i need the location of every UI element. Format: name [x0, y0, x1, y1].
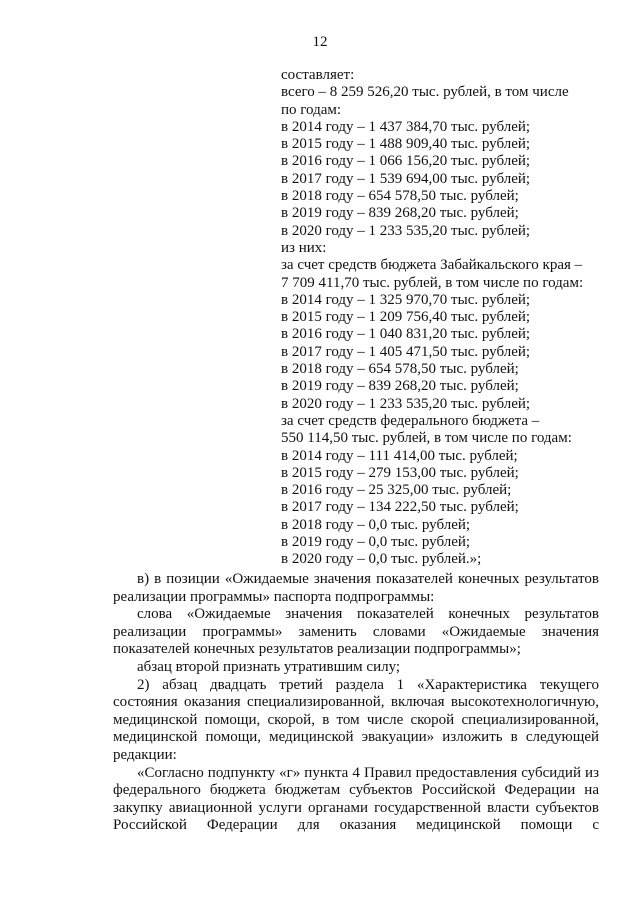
budget-line: в 2020 году – 1 233 535,20 тыс. рублей; — [281, 222, 531, 239]
budget-line: всего – 8 259 526,20 тыс. рублей, в том числе — [281, 84, 569, 101]
paragraph-second-abzats: абзац второй признать утратившим силу; — [137, 658, 401, 675]
budget-line: составляет: — [281, 67, 355, 83]
paragraph-quoted-text: «Согласно подпункту «г» пункта 4 Правил предоставления субсидий из федерального бюджета бюджетам субъектов Российской Федерации на закупку авиационной услуги органами государственной власти субъектов Российской Федерации для оказания медицинской помощи с — [113, 764, 599, 834]
budget-line: в 2016 году – 1 066 156,20 тыс. рублей; — [281, 153, 531, 170]
budget-line: в 2018 году – 654 578,50 тыс. рублей; — [281, 361, 519, 378]
budget-line: в 2019 году – 0,0 тыс. рублей; — [281, 534, 471, 551]
budget-breakdown — [281, 67, 601, 569]
budget-line: в 2015 году – 1 209 756,40 тыс. рублей; — [281, 309, 531, 326]
budget-line: в 2014 году – 111 414,00 тыс. рублей; — [281, 447, 518, 464]
budget-line: в 2018 году – 0,0 тыс. рублей; — [281, 516, 471, 533]
paragraph-words-replacement: слова «Ожидаемые значения показателей конечных результатов реализации программы» заменить словами «Ожидаемые значения показателей конечных результатов реализации подпрограммы»; — [113, 606, 599, 658]
budget-line: в 2015 году – 1 488 909,40 тыс. рублей; — [281, 136, 531, 153]
document-body — [113, 571, 599, 835]
budget-line: за счет средств бюджета Забайкальского края – — [281, 257, 583, 274]
budget-line: в 2014 году – 1 325 970,70 тыс. рублей; — [281, 291, 531, 308]
budget-line: в 2016 году – 25 325,00 тыс. рублей; — [281, 482, 512, 499]
budget-line: за счет средств федерального бюджета – — [281, 412, 540, 429]
page-number: 12 — [312, 34, 328, 50]
paragraph-position-v: в) в позиции «Ожидаемые значения показателей конечных результатов реализации программы» паспорта подпрограммы: — [113, 571, 599, 605]
budget-line: в 2015 году – 279 153,00 тыс. рублей; — [281, 464, 519, 481]
budget-line: в 2014 году – 1 437 384,70 тыс. рублей; — [281, 118, 531, 135]
budget-line: из них: — [281, 239, 327, 256]
budget-line: в 2019 году – 839 268,20 тыс. рублей; — [281, 205, 519, 222]
budget-line: 7 709 411,70 тыс. рублей, в том числе по годам: — [281, 274, 584, 291]
budget-line: в 2017 году – 1 539 694,00 тыс. рублей; — [281, 170, 531, 187]
budget-line: в 2020 году – 0,0 тыс. рублей.»; — [281, 551, 482, 568]
budget-line: по годам: — [281, 101, 342, 118]
budget-line: в 2016 году – 1 040 831,20 тыс. рублей; — [281, 326, 531, 343]
budget-line: в 2020 году – 1 233 535,20 тыс. рублей; — [281, 395, 531, 412]
paragraph-item-2: 2) абзац двадцать третий раздела 1 «Характеристика текущего состояния оказания специализированной, включая высокотехнологичную, медицинской помощи, скорой, в том числе скорой специализированной, медицинской помощи, медицинской эвакуации» изложить в следующей редакции: — [113, 676, 599, 763]
budget-line: в 2019 году – 839 268,20 тыс. рублей; — [281, 378, 519, 395]
budget-line: 550 114,50 тыс. рублей, в том числе по годам: — [281, 430, 572, 447]
budget-line: в 2017 году – 1 405 471,50 тыс. рублей; — [281, 343, 531, 360]
budget-line: в 2018 году – 654 578,50 тыс. рублей; — [281, 188, 519, 205]
budget-line: в 2017 году – 134 222,50 тыс. рублей; — [281, 499, 519, 516]
